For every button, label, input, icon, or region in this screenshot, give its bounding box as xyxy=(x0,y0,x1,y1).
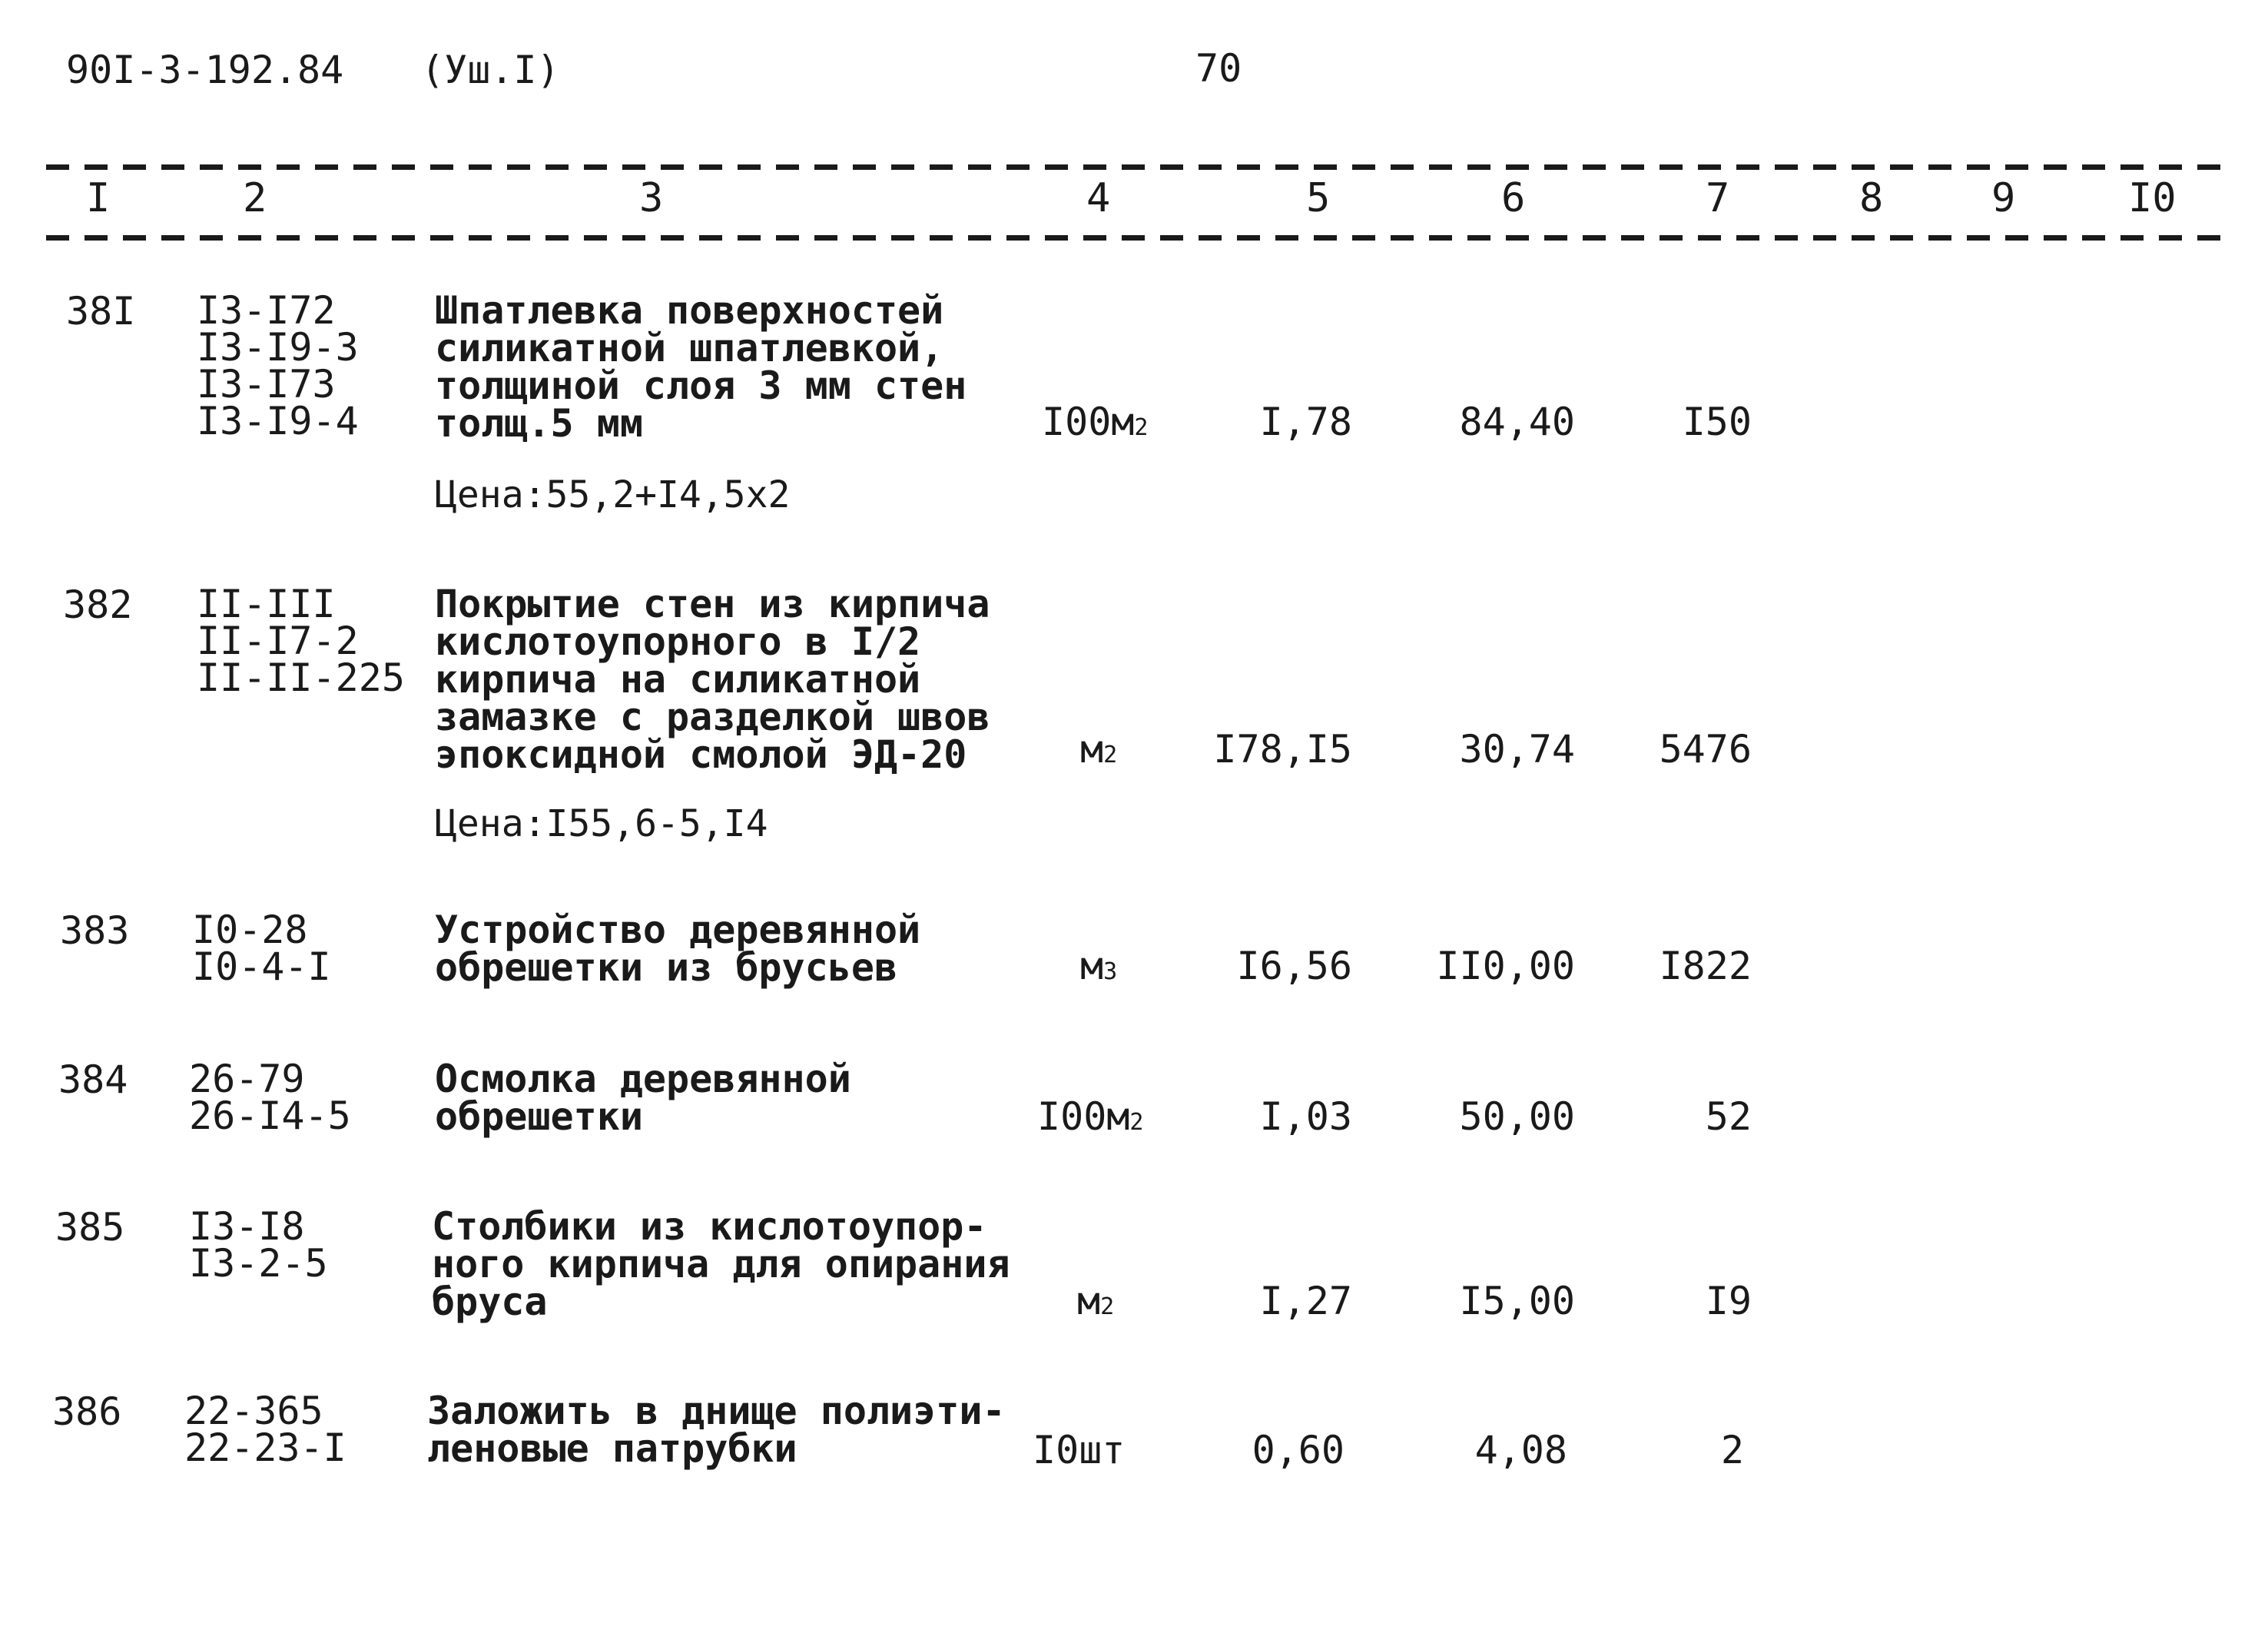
row-number: 386 xyxy=(52,1389,122,1434)
unit-exponent: 2 xyxy=(1134,414,1149,441)
quantity: I,27 xyxy=(1259,1279,1352,1323)
unit-text: м xyxy=(1080,944,1104,988)
work-description: Покрытие стен из кирпича кислотоупорного в I/2 кирпича на силикатной замазке с разделкой швов эпоксидной смолой ЭД-20 xyxy=(435,582,990,777)
unit xyxy=(1080,944,1118,988)
header-rule-top xyxy=(46,164,2228,170)
price-note: Цена:I55,6-5,I4 xyxy=(435,802,768,845)
unit xyxy=(1042,400,1149,444)
column-number-1: I xyxy=(86,175,111,221)
norm-codes: 26-79 26-I4-5 xyxy=(189,1057,351,1138)
page-number: 70 xyxy=(1195,46,1242,91)
unit-text: I00м xyxy=(1037,1094,1130,1139)
quantity: I,78 xyxy=(1259,400,1352,444)
row-number: 382 xyxy=(63,583,133,627)
row-number: 383 xyxy=(60,908,130,953)
column-number-7: 7 xyxy=(1706,175,1730,221)
unit-exponent: 2 xyxy=(1129,1109,1144,1136)
quantity: I78,I5 xyxy=(1213,727,1352,772)
norm-codes: I0-28 I0-4-I xyxy=(192,908,331,989)
unit-price: 84,40 xyxy=(1459,400,1575,444)
total-cost: I9 xyxy=(1705,1279,1752,1323)
unit xyxy=(1077,1279,1115,1323)
unit-price: 4,08 xyxy=(1474,1428,1567,1472)
column-number-4: 4 xyxy=(1086,175,1111,221)
unit-price: I5,00 xyxy=(1459,1279,1575,1323)
column-number-3: 3 xyxy=(639,175,664,221)
norm-codes: 22-365 22-23-I xyxy=(184,1389,346,1470)
norm-codes: I3-I72 I3-I9-3 I3-I73 I3-I9-4 xyxy=(197,288,359,443)
unit-exponent: 3 xyxy=(1103,958,1118,985)
document-code: 90I-3-192.84 xyxy=(66,48,344,92)
work-description: Заложить в днище полиэти- леновые патрубки xyxy=(427,1389,1006,1471)
total-cost: 5476 xyxy=(1659,727,1752,772)
unit xyxy=(1080,727,1118,772)
column-number-2: 2 xyxy=(243,175,267,221)
unit-price: II0,00 xyxy=(1436,944,1575,988)
quantity: 0,60 xyxy=(1252,1428,1345,1472)
norm-codes: II-III II-I7-2 II-II-225 xyxy=(197,582,405,700)
unit-text: м xyxy=(1080,727,1104,772)
work-description: Осмолка деревянной обрешетки xyxy=(435,1057,851,1139)
norm-codes: I3-I8 I3-2-5 xyxy=(189,1204,328,1286)
column-number-8: 8 xyxy=(1859,175,1884,221)
unit-price: 50,00 xyxy=(1459,1094,1575,1139)
column-number-9: 9 xyxy=(1991,175,2016,221)
price-note: Цена:55,2+I4,5х2 xyxy=(435,473,791,516)
total-cost: 52 xyxy=(1705,1094,1752,1139)
row-number: 384 xyxy=(58,1057,128,1102)
issue-marker: (Уш.I) xyxy=(421,48,560,92)
unit xyxy=(1037,1094,1144,1139)
quantity: I,03 xyxy=(1259,1094,1352,1139)
unit-exponent: 2 xyxy=(1103,742,1118,768)
work-description: Шпатлевка поверхностей силикатной шпатлевкой, толщиной слоя 3 мм стен толщ.5 мм xyxy=(435,288,967,446)
total-cost: I822 xyxy=(1659,944,1752,988)
unit-exponent: 2 xyxy=(1100,1293,1115,1320)
quantity: I6,56 xyxy=(1236,944,1352,988)
total-cost: I50 xyxy=(1682,400,1752,444)
unit-text: I00м xyxy=(1042,400,1135,444)
header-rule-bottom xyxy=(46,235,2228,241)
unit xyxy=(1033,1428,1126,1472)
unit-text: I0шт xyxy=(1033,1428,1126,1472)
column-number-6: 6 xyxy=(1501,175,1526,221)
unit-price: 30,74 xyxy=(1459,727,1575,772)
work-description: Столбики из кислотоупор- ного кирпича для опирания бруса xyxy=(432,1204,1010,1324)
unit-text: м xyxy=(1077,1279,1101,1323)
work-description: Устройство деревянной обрешетки из брусьев xyxy=(435,908,921,990)
column-number-10: I0 xyxy=(2128,175,2177,221)
total-cost: 2 xyxy=(1720,1428,1744,1472)
column-number-5: 5 xyxy=(1306,175,1331,221)
row-number: 385 xyxy=(55,1205,125,1250)
row-number: 38I xyxy=(66,289,136,334)
